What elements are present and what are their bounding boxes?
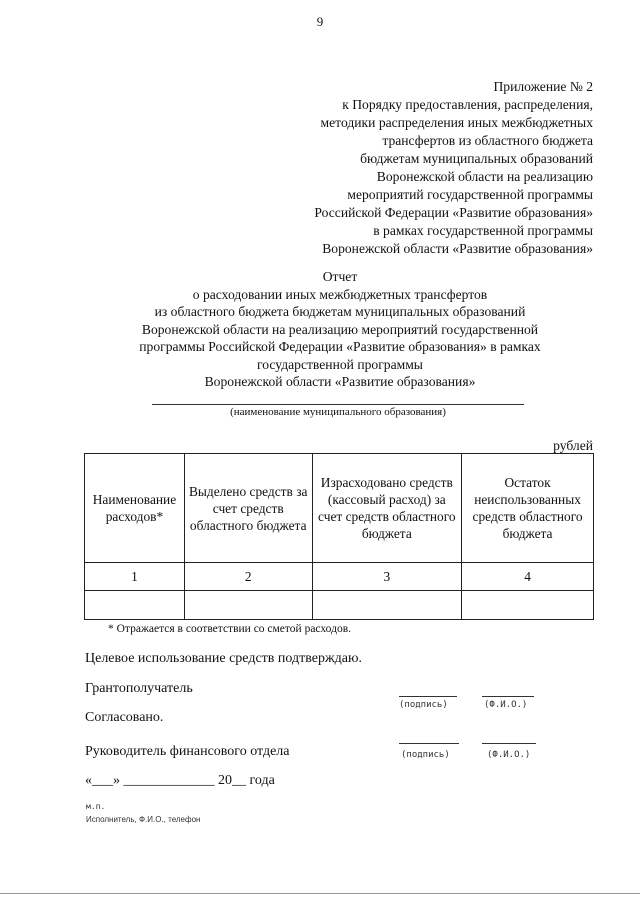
grant-recipient-label: Грантополучатель [85, 681, 193, 696]
report-title-line: из областного бюджета бюджетам муниципальных образований [154, 304, 526, 319]
appendix-line: Приложение № 2 [493, 79, 593, 94]
report-title-line: Отчет [322, 269, 358, 284]
appendix-line: методики распределения иных межбюджетных [320, 115, 593, 130]
header-cell-remainder: Остаток неиспользованных средств областного бюджета [462, 454, 594, 563]
expense-table [84, 453, 594, 620]
header-cell-allocated: Выделено средств за счет средств областного бюджета [184, 454, 312, 563]
appendix-line: бюджетам муниципальных образований [360, 151, 593, 166]
signature-caption: (подпись) [399, 700, 448, 710]
signature-caption: (подпись) [401, 750, 450, 760]
stamp-label: м.п. [86, 802, 106, 811]
table-cell[interactable] [184, 591, 312, 620]
column-number: 3 [312, 563, 462, 591]
table-number-row [85, 563, 594, 591]
report-title-line: о расходовании иных межбюджетных трансфертов [192, 286, 488, 302]
table-cell[interactable] [462, 591, 594, 620]
agreed-label: Согласовано. [85, 710, 164, 725]
finance-head-label: Руководитель финансового отдела [85, 744, 290, 759]
report-title-line: государственной программы [257, 356, 423, 372]
date-month-field[interactable]: _____________ [123, 773, 215, 788]
report-title [60, 268, 620, 391]
date-line [85, 773, 275, 789]
finance-head-signature-line[interactable] [399, 743, 459, 744]
executor-label: Исполнитель, Ф.И.О., телефон [86, 815, 201, 824]
finance-head-fio-line[interactable] [482, 743, 536, 744]
fio-caption: (Ф.И.О.) [484, 700, 528, 710]
table-header-row [85, 454, 594, 563]
page-bottom-divider [0, 893, 640, 894]
column-number: 4 [462, 563, 594, 591]
currency-label: рублей [553, 438, 593, 453]
header-cell-expense-name: Наименование расходов* [85, 454, 185, 563]
report-title-line: Воронежской области «Развитие образования» [204, 374, 476, 389]
grant-recipient-signature-line[interactable] [399, 696, 457, 697]
table-row [85, 591, 594, 620]
appendix-line: Воронежской области «Развитие образования» [322, 241, 593, 256]
date-year-field[interactable]: 20__ года [218, 773, 275, 788]
appendix-line: в рамках государственной программы [373, 223, 593, 238]
appendix-line: к Порядку предоставления, распределения, [342, 97, 593, 112]
footnote: * Отражается в соответствии со сметой расходов. [108, 623, 352, 635]
report-title-line: программы Российской Федерации «Развитие образования» в рамках [139, 339, 541, 354]
appendix-line: Российской Федерации «Развитие образования» [314, 205, 593, 220]
table-cell[interactable] [85, 591, 185, 620]
appendix-line: Воронежской области на реализацию [376, 169, 593, 184]
column-number: 1 [85, 563, 185, 591]
date-day-field[interactable]: «___» [85, 773, 120, 788]
grant-recipient-fio-line[interactable] [482, 696, 534, 697]
page-number: 9 [316, 14, 324, 29]
column-number: 2 [184, 563, 312, 591]
header-cell-spent: Израсходовано средств (кассовый расход) за счет средств областного бюджета [312, 454, 462, 563]
table-cell[interactable] [312, 591, 462, 620]
confirmation-text: Целевое использование средств подтверждаю. [85, 651, 362, 666]
fio-caption: (Ф.И.О.) [487, 750, 531, 760]
appendix-header [263, 78, 593, 258]
report-title-line: Воронежской области на реализацию мероприятий государственной [141, 321, 539, 337]
municipality-name-caption: (наименование муниципального образования) [230, 406, 446, 418]
appendix-line: мероприятий государственной программы [347, 187, 593, 202]
municipality-name-line[interactable] [152, 404, 524, 405]
appendix-line: трансфертов из областного бюджета [382, 133, 593, 148]
